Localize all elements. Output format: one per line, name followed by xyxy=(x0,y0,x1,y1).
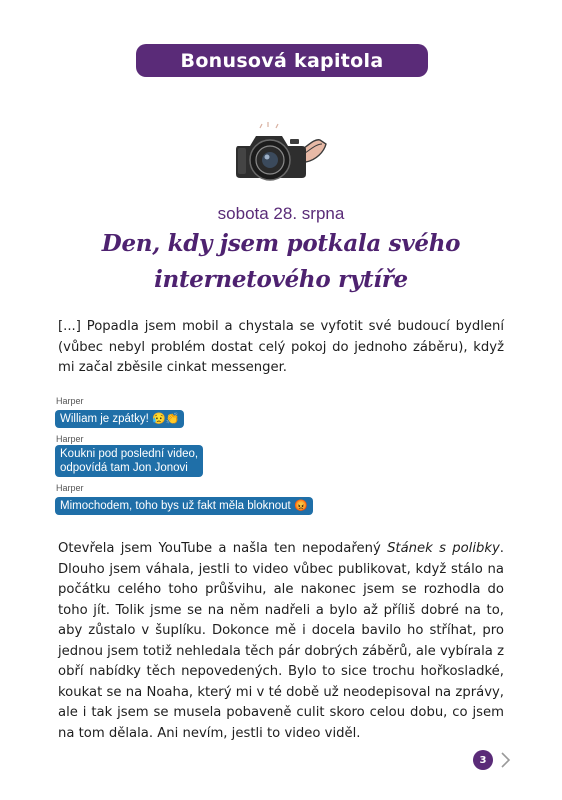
chat-message xyxy=(55,396,355,428)
entry-title xyxy=(0,226,562,298)
message-bubble xyxy=(55,410,184,428)
camera-icon xyxy=(232,122,332,184)
message-text: William je zpátky! xyxy=(60,413,149,425)
message-text-line2: odpovídá tam Jon Jonovi xyxy=(60,462,188,474)
entry-title-line1: Den, kdy jsem potkala svého xyxy=(101,230,461,257)
page-number: 3 xyxy=(473,750,493,770)
chapter-label: Bonusová kapitola xyxy=(180,49,384,72)
body-text-rest: . Dlouho jsem váhala, jestli to video vůbec publikovat, když stálo na počátku celého toho průšvihu, ale nakonec jsem se rozhodla do toho jít. Tolik jsme se na něm nadřeli a bylo až příliš dobré na to, aby zůstalo v šuplíku. Dokonce mě i docela bavilo ho stříhat, pro jednou jsem totiž nehledala těch pár dobrých záběrů, ale vybírala z obří nabídky těch nepovedených. Bylo to sice trochu hořkosladké, koukat se na Noaha, který mi v té době už neodepisoval na zprávy, ale i tak jsem se musela pobaveně culit skoro celou dobu, co jsem na tom dělala. Ani nevím, jestli to video viděl. xyxy=(58,541,504,741)
video-title: Stánek s polibky xyxy=(387,541,500,556)
entry-date: sobota 28. srpna xyxy=(217,204,345,223)
chat-thread xyxy=(55,396,355,521)
message-sender: Harper xyxy=(56,396,84,406)
body-paragraph xyxy=(58,539,504,744)
intro-paragraph: [...] Popadla jsem mobil a chystala se vyfotit své budoucí bydlení (vůbec nebyl problém dostat celý pokoj do jednoho záběru), když mi začal zběsile cinkat messenger. xyxy=(58,319,504,375)
message-bubble xyxy=(55,445,203,477)
message-text-line1: Koukni pod poslední video, xyxy=(60,448,199,460)
body-text-start: Otevřela jsem YouTube a našla ten nepodařený xyxy=(58,541,388,556)
message-bubble xyxy=(55,497,313,515)
chapter-banner xyxy=(136,44,428,77)
message-text: Mimochodem, toho bys už fakt měla bloknout xyxy=(60,500,291,512)
chevron-right-icon[interactable] xyxy=(499,751,511,769)
message-sender: Harper xyxy=(56,434,84,444)
chat-message xyxy=(55,434,355,477)
message-sender: Harper xyxy=(56,483,84,493)
entry-title-line2: internetového rytíře xyxy=(154,266,408,293)
chat-message xyxy=(55,483,355,515)
emoji-icon: 😡 xyxy=(293,500,308,512)
emoji-icon: 😥👏 xyxy=(152,413,180,425)
